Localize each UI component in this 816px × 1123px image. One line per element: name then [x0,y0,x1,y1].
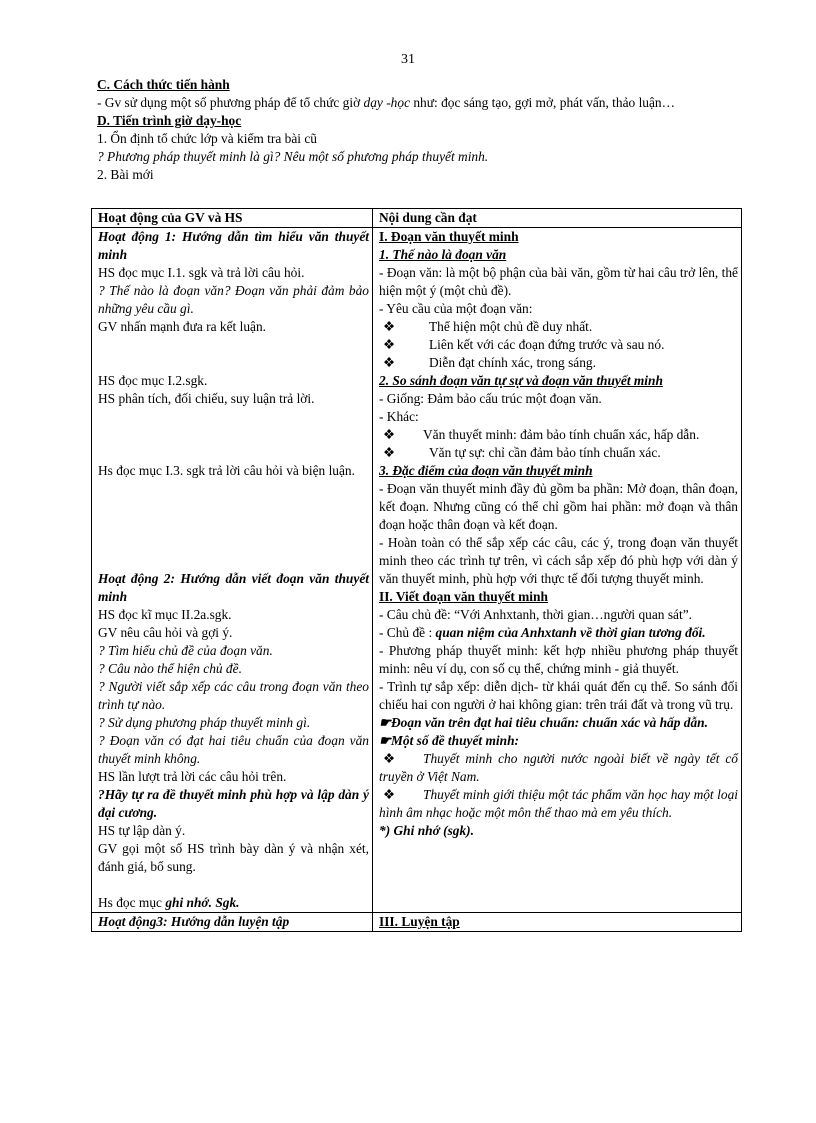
content-line: ☛Đoạn văn trên đạt hai tiêu chuẩn: chuẩn xác và hấp dẫn. [379,715,708,730]
header-activity: Hoạt động của GV và HS [92,209,373,228]
activity-2-title: Hoạt động 2: Hướng dẫn viết đoạn văn thuyết minh [98,571,369,604]
activity-cell [92,228,373,913]
activity-1-title: Hoạt động 1: Hướng dẫn tìm hiểu văn thuyết minh [98,229,369,262]
bullet-item: ❖ Thuyết minh cho người nước ngoài biết về ngày tết cổ truyền ở Việt Nam. [379,751,738,784]
bullet-item: ❖ Thuyết minh giới thiệu một tác phẩm văn học hay một loại hình âm nhạc hoặc một môn thể thao mà em yêu thích. [379,787,738,820]
subheading: 1. Thế nào là đoạn văn [379,247,507,262]
activity-question: ? Tìm hiểu chủ đề của đoạn văn. [98,643,273,658]
section-heading-1: I. Đoạn văn thuyết minh [379,229,519,244]
diamond-bullet-icon: ❖ [383,787,396,802]
activity-3-title: Hoạt động3: Hướng dẫn luyện tập [92,913,373,932]
subheading: 2. So sánh đoạn văn tự sự và đoạn văn thuyết minh [379,373,663,388]
activity-line: HS lần lượt trả lời các câu hỏi trên. [98,769,287,784]
table-row-main [92,228,742,913]
section-c-text: - Gv sử dụng một số phương pháp để tổ chức giờ dạy -học như: đọc sáng tạo, gợi mở, phát vấn, thảo luận… [97,95,676,110]
diamond-bullet-icon: ❖ [383,319,396,334]
section-d-item-1: 1. Ổn định tổ chức lớp và kiểm tra bài cũ [97,131,317,146]
content-line: - Phương pháp thuyết minh: kết hợp nhiều phương pháp thuyết minh: nêu ví dụ, con số cụ thể, chứng minh - giả thuyết. [379,643,738,676]
section-d-heading: D. Tiến trình giờ dạy-học [97,113,242,128]
activity-line: GV nêu câu hỏi và gợi ý. [98,625,233,640]
bullet-item: ❖ Văn thuyết minh: đảm bảo tính chuẩn xác, hấp dẫn. [379,426,738,444]
content-line: - Trình tự sắp xếp: diễn dịch- từ khái quát đến cụ thể. So sánh đối chiếu hai con người ở hai không gian: trên trái đất và trong vũ trụ. [379,679,738,712]
activity-line: GV gọi một số HS trình bày dàn ý và nhận xét, đánh giá, bổ sung. [98,841,369,874]
table-header-row [92,209,742,228]
bullet-item: ❖ Thể hiện một chủ đề duy nhất. [379,318,738,336]
pointing-hand-icon: ☛ [379,733,392,748]
diamond-bullet-icon: ❖ [383,355,396,370]
activity-line: Hs đọc mục ghi nhớ. Sgk. [98,895,240,910]
section-d-question: ? Phương pháp thuyết minh là gì? Nêu một số phương pháp thuyết minh. [97,149,489,164]
activity-question: ? Đoạn văn có đạt hai tiêu chuẩn của đoạn văn thuyết minh không. [98,733,369,766]
diamond-bullet-icon: ❖ [383,337,396,352]
pointing-hand-icon: ☛ [379,715,392,730]
content-line: - Đoạn văn thuyết minh đầy đủ gồm ba phần: Mở đoạn, thân đoạn, kết đoạn. Nhưng cũng có thể chỉ gồm hai phần: mở đoạn và thân đoạn hoặc thân đoạn và kết đoạn. [379,481,738,532]
intro-section [97,76,747,184]
memo-line: *) Ghi nhớ (sgk). [379,823,474,838]
activity-line: HS đọc mục I.2.sgk. [98,373,208,388]
lesson-table [91,208,742,932]
bullet-item: ❖ Liên kết với các đoạn đứng trước và sau nó. [379,336,738,354]
diamond-bullet-icon: ❖ [383,445,396,460]
activity-line: GV nhấn mạnh đưa ra kết luận. [98,319,267,334]
activity-question: ? Người viết sắp xếp các câu trong đoạn văn theo trình tự nào. [98,679,369,712]
activity-line: Hs đọc mục I.3. sgk trả lời câu hỏi và biện luận. [98,463,355,478]
content-line: - Câu chủ đề: “Với Anhxtanh, thời gian…người quan sát”. [379,607,692,622]
header-content: Nội dung cần đạt [373,209,742,228]
activity-question: ? Sử dụng phương pháp thuyết minh gì. [98,715,311,730]
activity-line: HS đọc mục I.1. sgk và trả lời câu hỏi. [98,265,305,280]
activity-question: ?Hãy tự ra đề thuyết minh phù hợp và lập dàn ý đại cương. [98,787,369,820]
section-heading-3: III. Luyện tập [373,913,742,932]
section-d-item-2: 2. Bài mới [97,167,154,182]
content-line: - Chủ đề : quan niệm của Anhxtanh về thời gian tương đối. [379,625,706,640]
section-c-heading: C. Cách thức tiến hành [97,77,230,92]
bullet-item: ❖ Diễn đạt chính xác, trong sáng. [379,354,738,372]
content-line: - Yêu cầu của một đoạn văn: [379,301,533,316]
table-row-practice [92,913,742,932]
page-number: 31 [401,52,415,67]
activity-line: HS đọc kĩ mục II.2a.sgk. [98,607,232,622]
diamond-bullet-icon: ❖ [383,427,396,442]
content-line: - Khác: [379,409,419,424]
content-cell [373,228,742,913]
activity-question: ? Thế nào là đoạn văn? Đoạn văn phải đảm bảo những yêu cầu gì. [98,283,369,316]
activity-line: HS tự lập dàn ý. [98,823,186,838]
bullet-item: ❖ Văn tự sự: chỉ cần đảm bảo tính chuẩn xác. [379,444,738,462]
section-heading-2: II. Viết đoạn văn thuyết minh [379,589,548,604]
activity-line: HS phân tích, đối chiếu, suy luận trả lời. [98,391,315,406]
content-line: - Đoạn văn: là một bộ phận của bài văn, gồm từ hai câu trở lên, thể hiện một ý (một chủ đề). [379,265,738,298]
subheading: 3. Đặc điểm của đoạn văn thuyết minh [379,463,593,478]
content-line: ☛Một số đề thuyết minh: [379,733,519,748]
activity-question: ? Câu nào thể hiện chủ đề. [98,661,242,676]
content-line: - Giống: Đảm bảo cấu trúc một đoạn văn. [379,391,602,406]
content-line: - Hoàn toàn có thể sắp xếp các câu, các ý, trong đoạn văn thuyết minh theo các trình tự trên, vì cách sắp xếp đó phù hợp với dàn ý văn thuyết minh, phù hợp với thực tế đối tượng thuyết minh. [379,535,738,586]
diamond-bullet-icon: ❖ [383,751,396,766]
